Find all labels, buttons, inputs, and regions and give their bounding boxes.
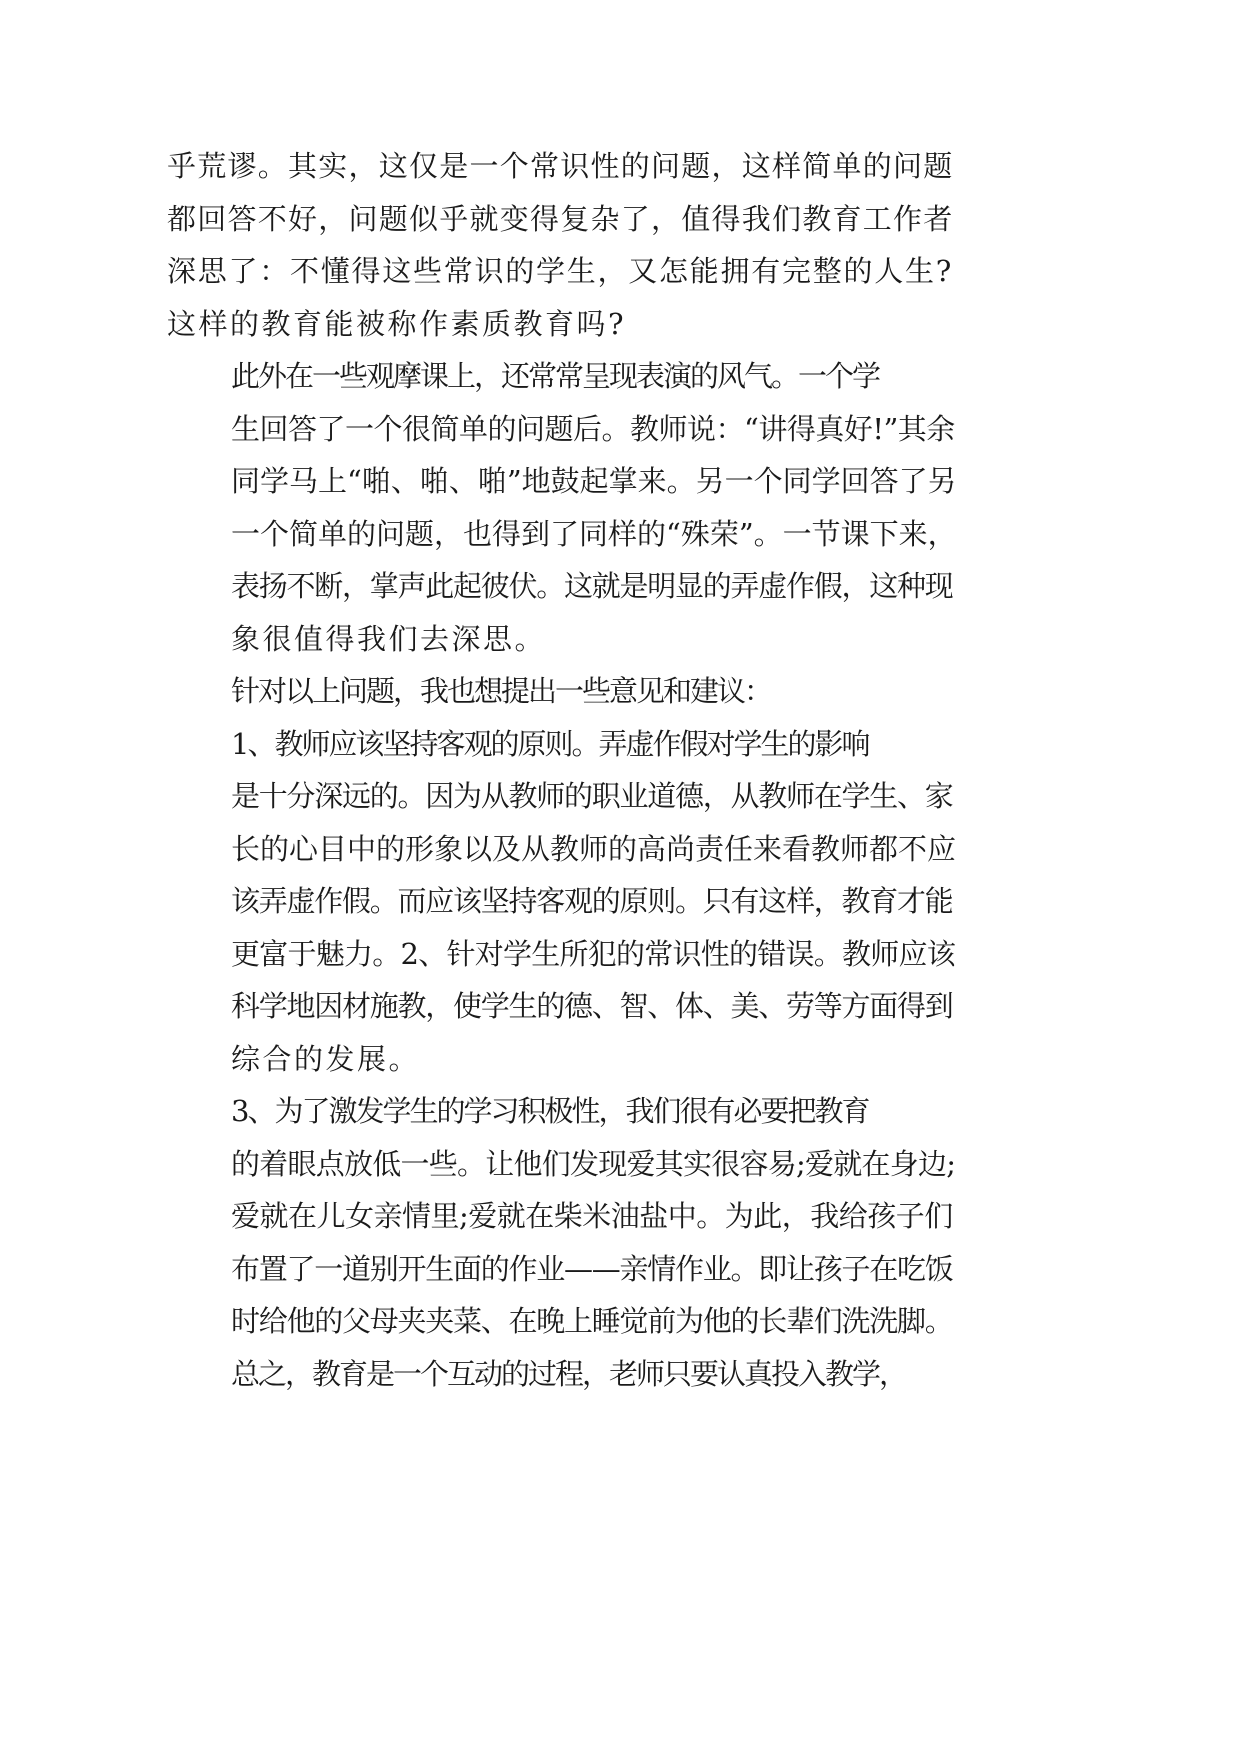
document-page [167, 140, 957, 1400]
text-line: 针对以上问题，我也想提出一些意见和建议： [231, 674, 772, 708]
text-line: 深思了：不懂得这些常识的学生，又怎能拥有完整的人生? [167, 254, 954, 288]
paragraph [167, 350, 957, 665]
text-line: 都回答不好，问题似乎就变得复杂了，值得我们教育工作者 [167, 201, 954, 236]
text-line: 此外在一些观摩课上，还常常呈现表演的风气。一个学 [231, 359, 880, 393]
text-line: 同学马上“啪、啪、啪”地鼓起掌来。另一个同学回答了另 [231, 464, 957, 498]
text-line: 更富于魅力。2、针对学生所犯的常识性的错误。教师应该 [231, 936, 955, 971]
text-line: 爱就在儿女亲情里;爱就在柴米油盐中。为此，我给孩子们 [231, 1199, 953, 1233]
text-line: 象很值得我们去深思。 [231, 621, 547, 656]
text-line: 该弄虚作假。而应该坚持客观的原则。只有这样，教育才能 [231, 884, 953, 918]
text-line: 总之，教育是一个互动的过程，老师只要认真投入教学， [231, 1356, 907, 1391]
paragraph [167, 140, 957, 350]
text-line: 一个简单的问题，也得到了同样的“殊荣”。一节课下来， [231, 516, 957, 551]
text-line: 这样的教育能被称作素质教育吗? [167, 306, 627, 341]
paragraph [167, 1085, 957, 1348]
paragraph [167, 1348, 957, 1401]
text-line: 综合的发展。 [231, 1041, 421, 1076]
text-line: 表扬不断，掌声此起彼伏。这就是明显的弄虚作假，这种现 [231, 569, 953, 603]
text-line: 布置了一道别开生面的作业——亲情作业。即让孩子在吃饭 [231, 1251, 953, 1286]
text-line: 1、教师应该坚持客观的原则。弄虚作假对学生的影响 [231, 726, 869, 761]
text-line: 是十分深远的。因为从教师的职业道德，从教师在学生、家 [231, 779, 953, 813]
text-line: 3、为了激发学生的学习积极性，我们很有必要把教育 [231, 1094, 869, 1128]
paragraph [167, 718, 957, 1086]
text-line: 乎荒谬。其实，这仅是一个常识性的问题，这样简单的问题 [167, 149, 954, 183]
paragraph [167, 665, 957, 718]
text-line: 长的心目中的形象以及从教师的高尚责任来看教师都不应 [231, 831, 957, 866]
text-line: 的着眼点放低一些。让他们发现爱其实很容易;爱就在身边; [231, 1146, 956, 1181]
text-line: 科学地因材施教，使学生的德、智、体、美、劳等方面得到 [231, 989, 953, 1023]
text-line: 时给他的父母夹夹菜、在晚上睡觉前为他的长辈们洗洗脚。 [231, 1304, 953, 1338]
text-line: 生回答了一个很简单的问题后。教师说：“讲得真好!”其余 [231, 411, 955, 446]
